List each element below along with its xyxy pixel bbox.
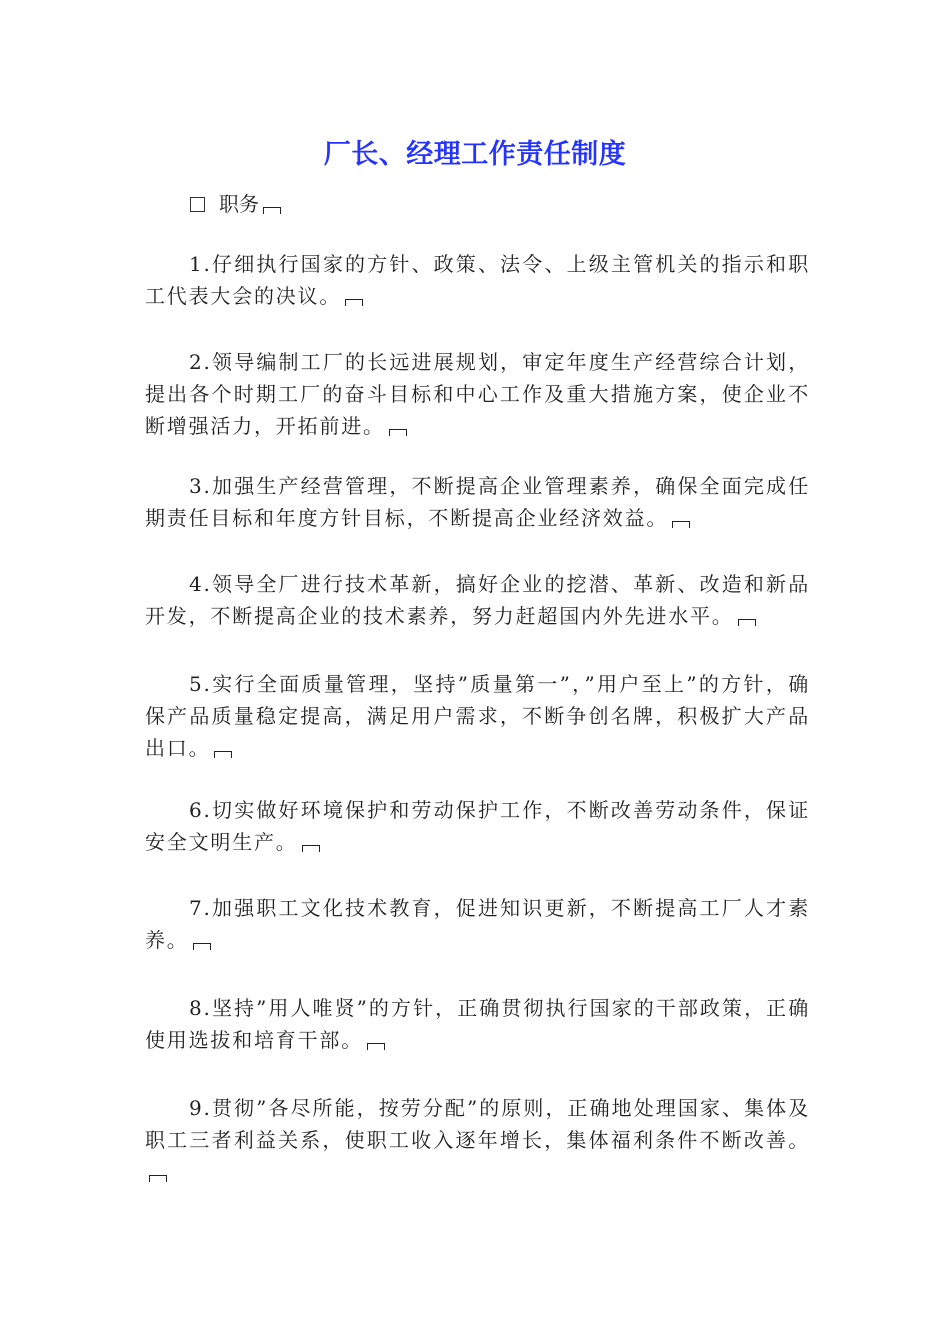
checkbox-icon — [190, 197, 205, 212]
list-item-text: 2.领导编制工厂的长远进展规划，审定年度生产经营综合计划，提出各个时期工厂的奋斗目标和中心工作及重大措施方案，使企业不断增强活力，开拓前进。 — [145, 350, 810, 438]
paragraph-mark-icon — [345, 299, 363, 306]
list-item-text: 5.实行全面质量管理，坚持”质量第一”，”用户至上”的方针，确保产品质量稳定提高，满足用户需求，不断争创名牌，积极扩大产品出口。 — [145, 672, 810, 760]
list-item — [145, 248, 810, 312]
paragraph-mark-icon — [367, 1043, 385, 1050]
list-item — [145, 892, 810, 956]
document-title: 厂长、经理工作责任制度 — [323, 139, 627, 170]
list-item-text: 7.加强职工文化技术教育，促进知识更新，不断提高工厂人才素养。 — [145, 896, 810, 952]
list-item-text: 8.坚持”用人唯贤”的方针，正确贯彻执行国家的干部政策，正确使用选拔和培育干部。 — [145, 996, 810, 1052]
list-item-text: 9.贯彻”各尽所能，按劳分配”的原则，正确地处理国家、集体及职工三者利益关系，使职工收入逐年增长，集体福利条件不断改善。 — [145, 1096, 810, 1152]
list-item — [145, 346, 810, 442]
list-item — [145, 992, 810, 1056]
list-item — [145, 568, 810, 632]
paragraph-mark-icon — [214, 751, 232, 758]
list-item — [145, 470, 810, 534]
section-heading-label: 职务 — [219, 192, 259, 216]
list-item-text: 6.切实做好环境保护和劳动保护工作，不断改善劳动条件，保证安全文明生产。 — [145, 798, 810, 854]
paragraph-mark-icon — [738, 619, 756, 626]
section-heading — [190, 188, 281, 217]
paragraph-mark-icon — [149, 1175, 167, 1182]
list-item — [145, 1092, 810, 1188]
paragraph-mark-icon — [389, 429, 407, 436]
list-item-text: 3.加强生产经营管理，不断提高企业管理素养，确保全面完成任期责任目标和年度方针目标，不断提高企业经济效益。 — [145, 474, 810, 530]
list-item-text: 4.领导全厂进行技术革新，搞好企业的挖潜、革新、改造和新品开发，不断提高企业的技术素养，努力赶超国内外先进水平。 — [145, 572, 810, 628]
paragraph-mark-icon — [302, 845, 320, 852]
list-item-text: 1.仔细执行国家的方针、政策、法令、上级主管机关的指示和职工代表大会的决议。 — [145, 252, 810, 308]
list-item — [145, 794, 810, 858]
paragraph-mark-icon — [263, 207, 281, 214]
paragraph-mark-icon — [193, 943, 211, 950]
list-item — [145, 668, 810, 764]
paragraph-mark-icon — [672, 521, 690, 528]
